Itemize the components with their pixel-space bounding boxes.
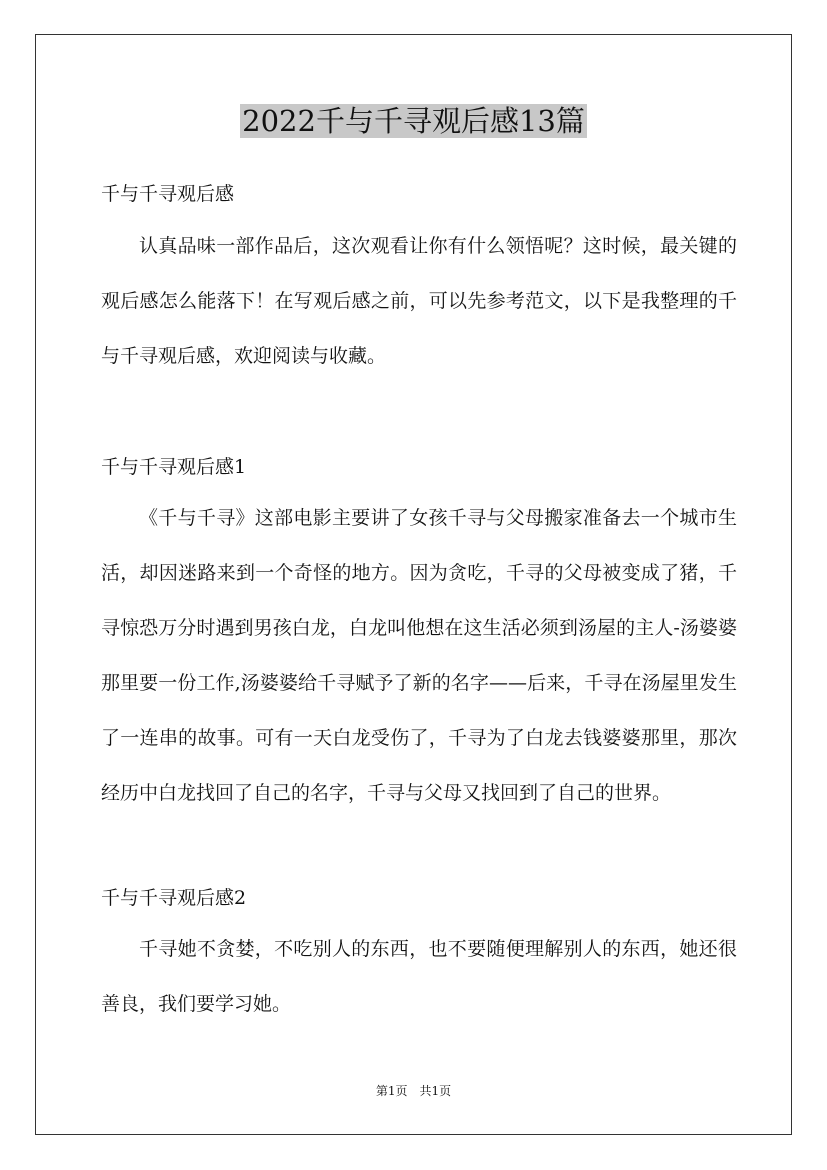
section-1-paragraph: 《千与千寻》这部电影主要讲了女孩千寻与父母搬家准备去一个城市生活，却因迷路来到一个奇怪的地方。因为贪吃，千寻的父母被变成了猪，千寻惊恐万分时遇到男孩白龙，白龙叫他想在这生活必须到汤屋的主人-汤婆婆那里要一份工作,汤婆婆给千寻赋予了新的名字——后来，千寻在汤屋里发生了一连串的故事。可有一天白龙受伤了，千寻为了白龙去钱婆婆那里，那次经历中白龙找回了自己的名字，千寻与父母又找回到了自己的世界。	[101, 507, 737, 804]
document-title-text: 2022千与千寻观后感13篇	[242, 104, 585, 138]
intro-paragraph: 认真品味一部作品后，这次观看让你有什么领悟呢？这时候，最关键的观后感怎么能落下！在写观后感之前，可以先参考范文，以下是我整理的千与千寻观后感，欢迎阅读与收藏。	[101, 235, 737, 367]
page-number-label: 第1页 共1页	[375, 1084, 452, 1098]
intro-heading: 千与千寻观后感	[101, 183, 235, 205]
section-1-heading: 千与千寻观后感1	[101, 456, 247, 478]
document-title	[0, 101, 827, 141]
page-footer	[0, 1083, 827, 1099]
section-2-paragraph: 千寻她不贪婪，不吃别人的东西，也不要随便理解别人的东西，她还很善良，我们要学习她。	[101, 938, 737, 1015]
section-2-heading: 千与千寻观后感2	[101, 887, 247, 909]
